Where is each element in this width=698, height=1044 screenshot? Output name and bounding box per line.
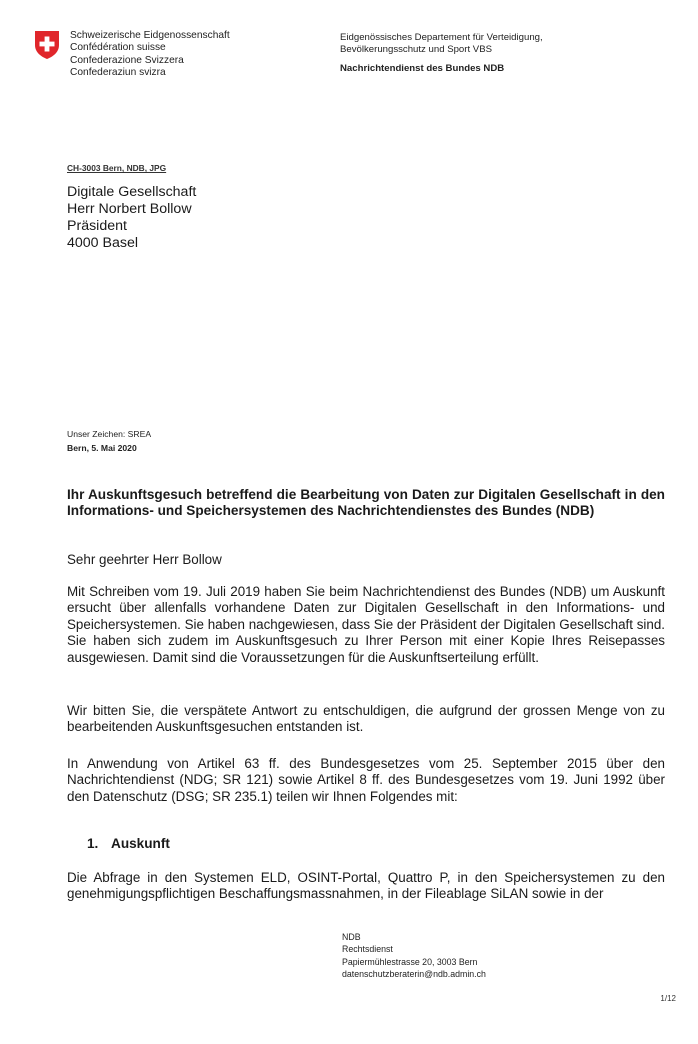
sender-reference: CH-3003 Bern, NDB, JPG <box>67 163 167 173</box>
swiss-crest-icon <box>34 30 60 60</box>
department-line: Bevölkerungsschutz und Sport VBS <box>340 44 492 56</box>
unit-name: Nachrichtendienst des Bundes NDB <box>340 62 505 74</box>
body-paragraph: In Anwendung von Artikel 63 ff. des Bundesgesetzes vom 25. September 2015 über den Nachrichtendienst (NDG; SR 121) sowie Artikel 8 ff. des Bundesgesetzes vom 19. Juni 1992 über den Datenschutz (DSG; SR 235.1) teilen wir Ihnen Folgendes mit: <box>67 756 665 804</box>
section-heading <box>87 836 170 851</box>
letter-subject: Ihr Auskunftsgesuch betreffend die Bearbeitung von Daten zur Digitalen Gesellschaft in den Informations- und Speichersystemen des Nachrichtendienstes des Bundes (NDB) <box>67 487 665 518</box>
footer-line: NDB <box>342 932 361 942</box>
recipient-line: 4000 Basel <box>67 235 138 251</box>
body-paragraph: Wir bitten Sie, die verspätete Antwort zu entschuldigen, die aufgrund der grossen Menge von zu bearbeitenden Auskunftsgesuchen entstanden ist. <box>67 703 665 735</box>
letter-date: Bern, 5. Mai 2020 <box>67 443 137 453</box>
page-number: 1/12 <box>660 994 676 1003</box>
recipient-line: Herr Norbert Bollow <box>67 201 192 217</box>
body-paragraph: Mit Schreiben vom 19. Juli 2019 haben Sie beim Nachrichtendienst des Bundes (NDB) um Auskunft ersucht über allenfalls vorhandene Daten zur Digitalen Gesellschaft in den Informations- und Speichersystemen. Sie haben nachgewiesen, dass Sie der Präsident der Digitalen Gesellschaft sind. Sie haben sich zudem im Auskunftsgesuch zu Ihrer Person mit einer Kopie Ihres Reisepasses ausgewiesen. Damit sind die Voraussetzungen für die Auskunftserteilung erfüllt. <box>67 584 665 665</box>
confederation-line: Confederaziun svizra <box>70 67 166 79</box>
section-paragraph: Die Abfrage in den Systemen ELD, OSINT-Portal, Quattro P, in den Speichersystemen zu den genehmigungspflichtigen Beschaffungsmassnahmen, in der Fileablage SiLAN sowie in der <box>67 870 665 902</box>
recipient-address <box>67 184 196 252</box>
confederation-line: Confédération suisse <box>70 42 166 54</box>
confederation-lines <box>70 30 230 80</box>
footer-address <box>342 931 486 981</box>
department-line: Eidgenössisches Departement für Verteidigung, <box>340 32 543 43</box>
section-number: 1. <box>87 836 99 851</box>
department-block <box>340 32 543 75</box>
footer-line: Papiermühlestrasse 20, 3003 Bern <box>342 956 478 967</box>
recipient-line: Digitale Gesellschaft <box>67 184 197 200</box>
footer-line: Rechtsdienst <box>342 944 393 955</box>
section-title: Auskunft <box>111 836 170 851</box>
footer-email: datenschutzberaterin@ndb.admin.ch <box>342 969 486 980</box>
salutation: Sehr geehrter Herr Bollow <box>67 552 222 567</box>
our-reference: Unser Zeichen: SREA <box>67 429 152 439</box>
confederation-line: Schweizerische Eidgenossenschaft <box>70 30 230 41</box>
confederation-line: Confederazione Svizzera <box>70 54 184 66</box>
recipient-line: Präsident <box>67 218 127 234</box>
